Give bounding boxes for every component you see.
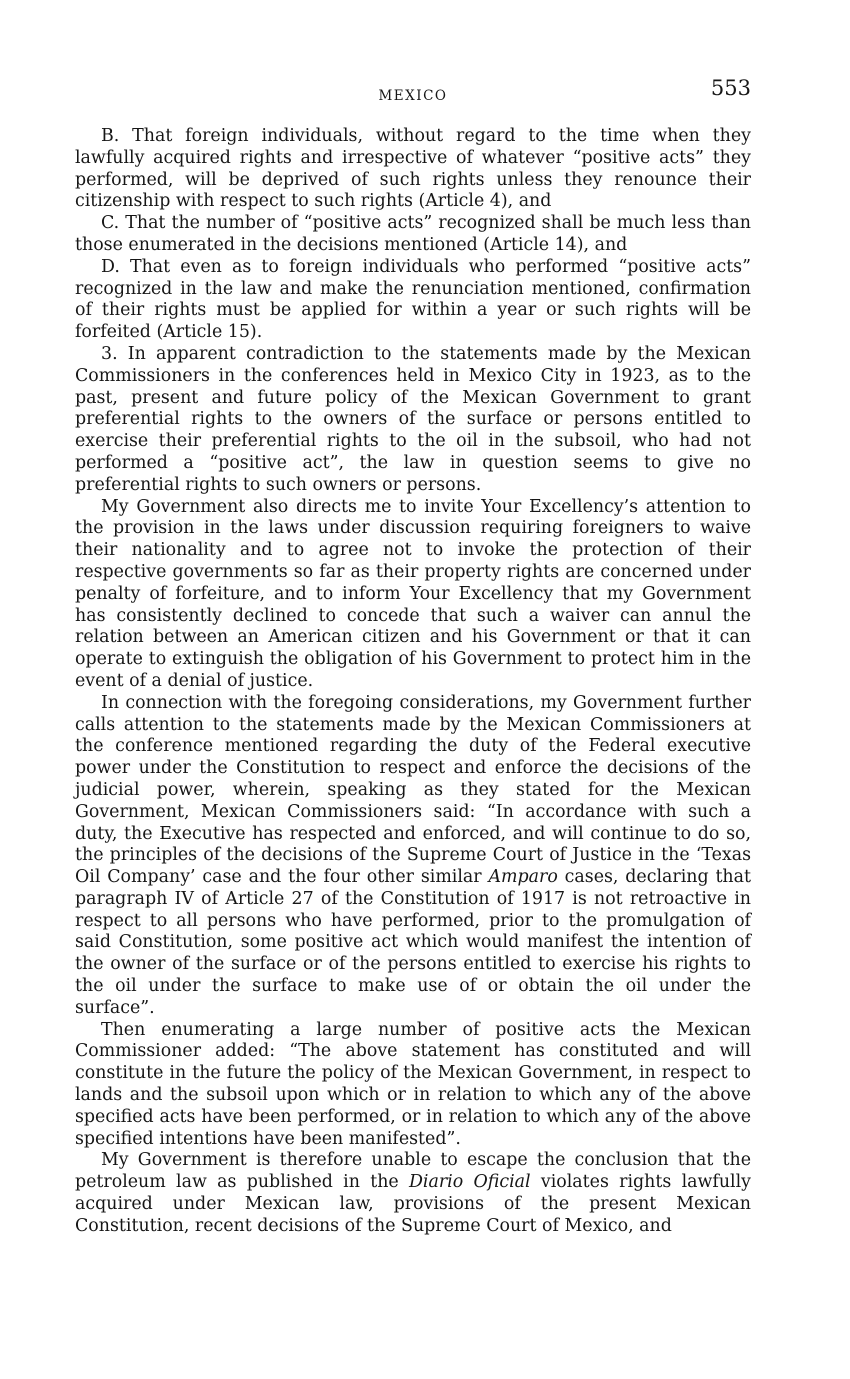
italic-term-diario-oficial: Diario Oficial: [408, 1172, 531, 1193]
paragraph-text: violates rights lawfully acquired under Mexican law, provisions of the present Mexican Constitution, recent decisions of the Supreme Court of Mexico, and: [75, 1172, 751, 1236]
paragraph-point-3: 3. In apparent contradiction to the statements made by the Mexican Commissioners in the conferences held in Mexico City in 1923, as to the past, present and future policy of the Mexican Government to grant preferential rights to the owners of the surface or persons entitled to exercise their preferential rights to the oil in the subsoil, who had not performed a “positive act”, the law in question seems to give no preferential rights to such owners or persons.: [75, 343, 751, 495]
paragraph-conclusion: [75, 1150, 751, 1237]
page-number: 553: [710, 76, 751, 100]
paragraph-positive-acts: Then enumerating a large number of positive acts the Mexican Commissioner added: “The above statement has constituted and will constitute in the future the policy of the Mexican Government, in respect to lands and the subsoil upon which or in relation to which any of the above specified acts have been performed, or in relation to which any of the above specified intentions have been manifested”.: [75, 1019, 751, 1149]
paragraph-commissioners-statement: [75, 693, 751, 1020]
page-header: [75, 78, 751, 108]
paragraph-text: My Government is therefore unable to escape the conclusion that the petroleum law as published in the: [75, 1150, 751, 1193]
paragraph-clause-c: C. That the number of “positive acts” recognized shall be much less than those enumerated in the decisions mentioned (Article 14), and: [75, 213, 751, 255]
paragraph-waiver: My Government also directs me to invite Your Excellency’s attention to the provision in the laws under discussion requiring foreigners to waive their nationality and to agree not to invoke the protection of their respective governments so far as their property rights are concerned under penalty of forfeiture, and to inform Your Excellency that my Government has consistently declined to concede that such a waiver can annul the relation between an American citizen and his Government or that it can operate to extinguish the obligation of his Government to protect him in the event of a denial of justice.: [75, 496, 751, 691]
paragraph-clause-b: B. That foreign individuals, without regard to the time when they lawfully acquired rights and irrespective of whatever “positive acts” they performed, will be deprived of such rights unless they renounce their citizenship with respect to such rights (Article 4), and: [75, 126, 751, 212]
paragraph-clause-d: D. That even as to foreign individuals who performed “positive acts” recognized in the law and make the renunciation mentioned, confirmation of their rights must be applied for within a year or such rights will be forfeited (Article 15).: [75, 256, 751, 343]
italic-term-amparo: Amparo: [488, 867, 558, 888]
body-text: [75, 126, 751, 1238]
paragraph-text: In connection with the foregoing considerations, my Government further calls attention to the statements made by the Mexican Commissioners at the conference mentioned regarding the duty of the Federal executive power under the Constitution to respect and enforce the decisions of the judicial power, wherein, speaking as they stated for the Mexican Government, Mexican Commissioners said: “In accordance with such a duty, the Executive has respected and enforced, and will continue to do so, the principles of the decisions of the Supreme Court of Justice in the ‘Texas Oil Company’ case and the four other similar: [75, 692, 751, 888]
running-head: MEXICO: [378, 88, 448, 104]
document-page: [75, 78, 751, 1238]
paragraph-text: cases, declaring that paragraph IV of Article 27 of the Constitution of 1917 is not retroactive in respect to all persons who have performed, prior to the promulgation of said Constitution, some positive act which would manifest the intention of the owner of the surface or of the persons entitled to exercise his rights to the oil under the surface to make use of or obtain the oil under the surface”.: [75, 867, 751, 1018]
